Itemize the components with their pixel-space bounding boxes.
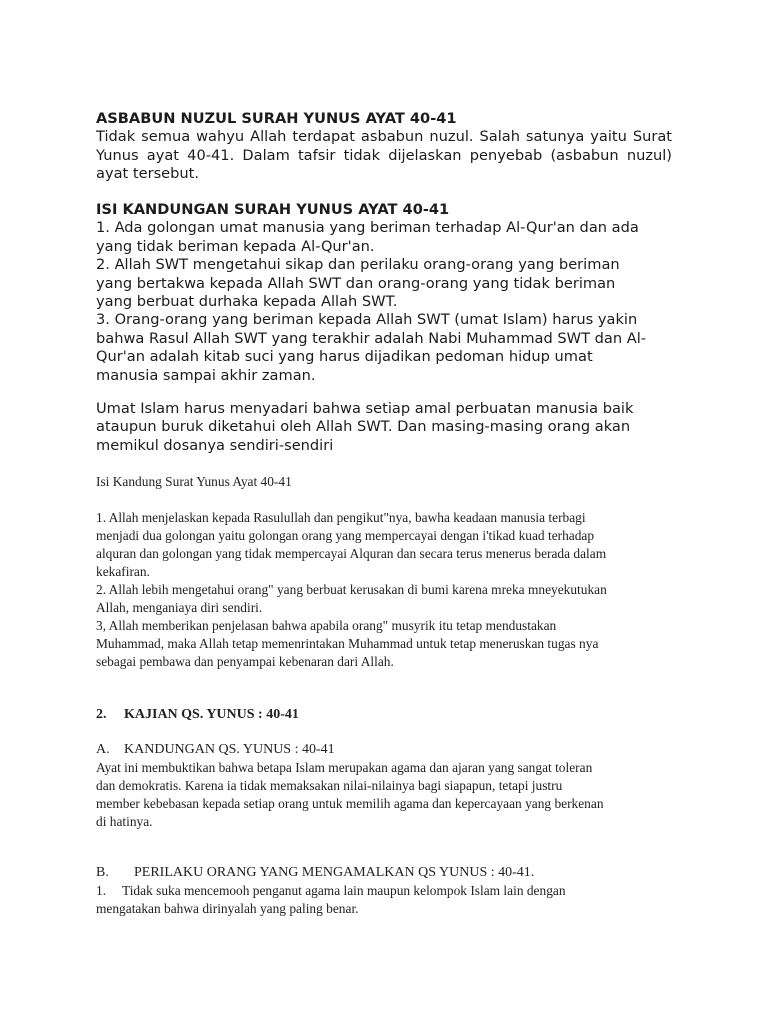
text-line: Qur'an adalah kitab suci yang harus dijadikan pedoman hidup umat <box>96 348 593 366</box>
section-heading: ASBABUN NUZUL SURAH YUNUS AYAT 40-41 <box>96 110 457 127</box>
text-line: 3, Allah memberikan penjelasan bahwa apabila orang" musyrik itu tetap mendustakan <box>96 618 557 633</box>
subsection-title: PERILAKU ORANG YANG MENGAMALKAN QS YUNUS : 40-41. <box>134 865 535 880</box>
text-line: alquran dan golongan yang tidak mempercayai Alquran dan secara terus menerus berada dalam <box>96 546 607 561</box>
text-line: yang berbuat durhaka kepada Allah SWT. <box>96 293 398 311</box>
text-line: Ayat ini membuktikan bahwa betapa Islam merupakan agama dan ajaran yang sangat toleran <box>96 760 593 775</box>
text-line: Umat Islam harus menyadari bahwa setiap amal perbuatan manusia baik <box>96 400 634 417</box>
section-heading: Isi Kandung Surat Yunus Ayat 40-41 <box>96 474 292 489</box>
closing-paragraph <box>96 400 672 455</box>
text-line: member kebebasan kepada setiap orang untuk memilih agama dan kepercayaan yang berkenan <box>96 796 604 811</box>
subsection-letter: B. <box>96 865 109 880</box>
isi-kandung-list <box>96 509 696 671</box>
text-line: sebagai pembawa dan penyampai kebenaran dari Allah. <box>96 654 394 669</box>
section-number: 2. <box>96 707 107 722</box>
text-line: Tidak suka mencemooh penganut agama lain maupun kelompok Islam lain dengan <box>122 883 566 898</box>
text-line: di hatinya. <box>96 814 153 829</box>
section-heading: ISI KANDUNGAN SURAH YUNUS AYAT 40-41 <box>96 201 450 218</box>
list-item <box>96 882 696 900</box>
section-isi-kandung-surat <box>96 473 696 491</box>
subsection-kandungan <box>96 741 696 831</box>
text-line: dan demokratis. Karena ia tidak memaksakan nilai-nilainya bagi siapapun, tetapi justru <box>96 778 563 793</box>
text-line: kekafiran. <box>96 564 150 579</box>
text-line: ataupun buruk diketahui oleh Allah SWT. Dan masing-masing orang akan <box>96 418 631 436</box>
text-line: yang tidak beriman kepada Al-Qur'an. <box>96 237 375 255</box>
subsection-heading <box>96 741 696 759</box>
subsection-letter: A. <box>96 742 110 757</box>
list-item <box>96 311 672 385</box>
subsection-heading <box>96 864 696 882</box>
text-line: Allah, menganiaya diri sendiri. <box>96 600 263 615</box>
text-line: 3. Orang-orang yang beriman kepada Allah SWT (umat Islam) harus yakin <box>96 311 638 329</box>
text-line: Muhammad, maka Allah tetap memenrintakan Muhammad untuk tetap meneruskan tugas nya <box>96 636 599 651</box>
list-item <box>96 617 696 671</box>
text-line: 1. Allah menjelaskan kepada Rasulullah dan pengikut"nya, bawha keadaan manusia terbagi <box>96 510 586 525</box>
text-line: memikul dosanya sendiri-sendiri <box>96 436 334 454</box>
text-line: bahwa Rasul Allah SWT yang terakhir adalah Nabi Muhammad SWT dan Al- <box>96 329 647 347</box>
subsection-perilaku <box>96 864 696 918</box>
list-item <box>96 509 696 581</box>
text-line: menjadi dua golongan yaitu golongan orang yang mempercayai dengan i'tikad kuad terhadap <box>96 528 595 543</box>
section-paragraph: Tidak semua wahyu Allah terdapat asbabun nuzul. Salah satunya yaitu Surat Yunus ayat 40-41. Dalam tafsir tidak dijelaskan penyebab (asbabun nuzul) ayat tersebut. <box>96 128 672 183</box>
list-item <box>96 256 672 311</box>
section-isi-kandungan <box>96 201 672 385</box>
text-line: mengatakan bahwa dirinyalah yang paling benar. <box>96 901 359 916</box>
text-line: 2. Allah lebih mengetahui orang" yang berbuat kerusakan di bumi karena mreka mneyekutukan <box>96 582 607 597</box>
list-item <box>96 581 696 617</box>
subsection-title: KANDUNGAN QS. YUNUS : 40-41 <box>124 742 335 757</box>
list-item <box>96 219 672 256</box>
text-line: 1. Ada golongan umat manusia yang beriman terhadap Al-Qur'an dan ada <box>96 219 639 237</box>
section-asbabun-nuzul <box>96 110 672 184</box>
item-number: 1. <box>96 883 107 898</box>
text-line: yang bertakwa kepada Allah SWT dan orang-orang yang tidak beriman <box>96 274 616 292</box>
section-kajian-heading <box>96 706 696 724</box>
section-title: KAJIAN QS. YUNUS : 40-41 <box>124 707 299 722</box>
section-heading <box>96 706 696 724</box>
text-line: 2. Allah SWT mengetahui sikap dan perilaku orang-orang yang beriman <box>96 256 620 274</box>
text-line: manusia sampai akhir zaman. <box>96 366 316 384</box>
